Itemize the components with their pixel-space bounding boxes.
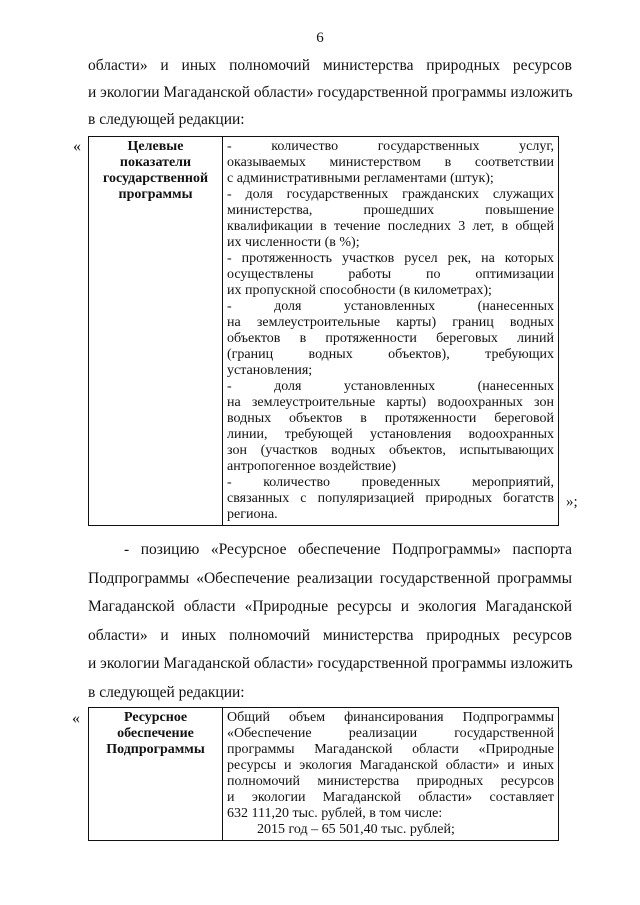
content-line: с административными регламентами (штук); — [227, 171, 494, 186]
heading-line: обеспечение — [117, 726, 194, 741]
content-line: зон (участков водных объектов, испытывающих — [227, 443, 554, 458]
content-line: 2015 год – 65 501,40 тыс. рублей; — [257, 822, 455, 837]
content-line: - доля государственных гражданских служащих — [227, 187, 554, 202]
content-line: (границ водных объектов), требующих — [227, 347, 554, 362]
middle-line: Магаданской области «Природные ресурсы и экология Магаданской — [88, 598, 572, 615]
content-line: Общий объем финансирования Подпрограммы — [227, 710, 554, 725]
open-quote: « — [73, 138, 81, 155]
heading-line: показатели — [119, 155, 192, 170]
content-line: установления; — [227, 363, 313, 378]
middle-line: в следующей редакции: — [88, 683, 245, 701]
content-line: региона. — [227, 507, 278, 522]
page-number: 6 — [316, 30, 324, 46]
content-line: - количество проведенных мероприятий, — [227, 475, 554, 490]
content-line: объектов в протяженности береговых линий — [227, 331, 554, 346]
content-line: «Обеспечение реализации государственной — [227, 726, 554, 741]
content-line: полномочий министерства природных ресурсов — [227, 774, 554, 789]
middle-line: - позицию «Ресурсное обеспечение Подпрограммы» паспорта — [124, 541, 572, 558]
content-line: - протяженность участков русел рек, на которых — [227, 251, 554, 266]
heading-line: Ресурсное — [123, 710, 188, 725]
content-line: осуществлены работы по оптимизации — [227, 267, 554, 282]
content-line: на землеустроительные карты) водоохранных зон — [227, 395, 554, 410]
heading-line: Подпрограммы — [106, 742, 205, 757]
content-line: оказываемых министерством в соответствии — [227, 155, 554, 170]
resources-table — [88, 707, 559, 841]
targets-content — [223, 137, 559, 526]
heading-line: государственной — [102, 171, 209, 186]
content-line: ресурсы и экология Магаданской области» и иных — [227, 758, 554, 773]
open-quote: « — [72, 710, 80, 727]
content-line: министерства, прошедших повышение — [227, 203, 554, 218]
close-quote: »; — [566, 494, 578, 510]
resources-content — [223, 708, 559, 841]
content-line: их численности (в %); — [227, 235, 360, 250]
middle-paragraph — [88, 536, 572, 707]
content-line: линии, требующей установления водоохранных — [227, 427, 554, 442]
content-line: связанных с популяризацией природных богатств — [227, 491, 554, 506]
content-line: - доля установленных (нанесенных — [227, 299, 554, 314]
content-line: антропогенное воздействие) — [227, 459, 397, 474]
middle-line: и экологии Магаданской области» государственной программы изложить — [88, 655, 573, 672]
heading-line: программы — [118, 187, 193, 202]
content-line: водных объектов в протяженности береговой — [227, 411, 554, 426]
targets-table — [88, 136, 559, 526]
content-line: их пропускной способности (в километрах); — [227, 283, 492, 298]
intro-paragraph — [88, 52, 572, 133]
content-line: - количество государственных услуг, — [227, 139, 554, 154]
content-line: квалификации в течение последних 3 лет, в общей — [227, 219, 554, 234]
intro-line: в следующей редакции: — [88, 111, 245, 128]
resources-heading — [89, 708, 223, 841]
content-line: 632 111,20 тыс. рублей, в том числе: — [227, 806, 443, 821]
content-line: - доля установленных (нанесенных — [227, 379, 554, 394]
intro-line: области» и иных полномочий министерства природных ресурсов — [88, 57, 572, 74]
intro-line: и экологии Магаданской области» государственной программы изложить — [88, 84, 573, 101]
middle-line: области» и иных полномочий министерства природных ресурсов — [88, 626, 572, 644]
middle-line: Подпрограммы «Обеспечение реализации государственной программы — [88, 569, 572, 587]
targets-heading — [89, 137, 223, 526]
content-line: на землеустроительные карты) границ водных — [227, 315, 554, 330]
content-line: программы Магаданской области «Природные — [227, 742, 554, 757]
heading-line: Целевые — [127, 139, 184, 154]
content-line: и экологии Магаданской области» составляет — [227, 790, 554, 805]
